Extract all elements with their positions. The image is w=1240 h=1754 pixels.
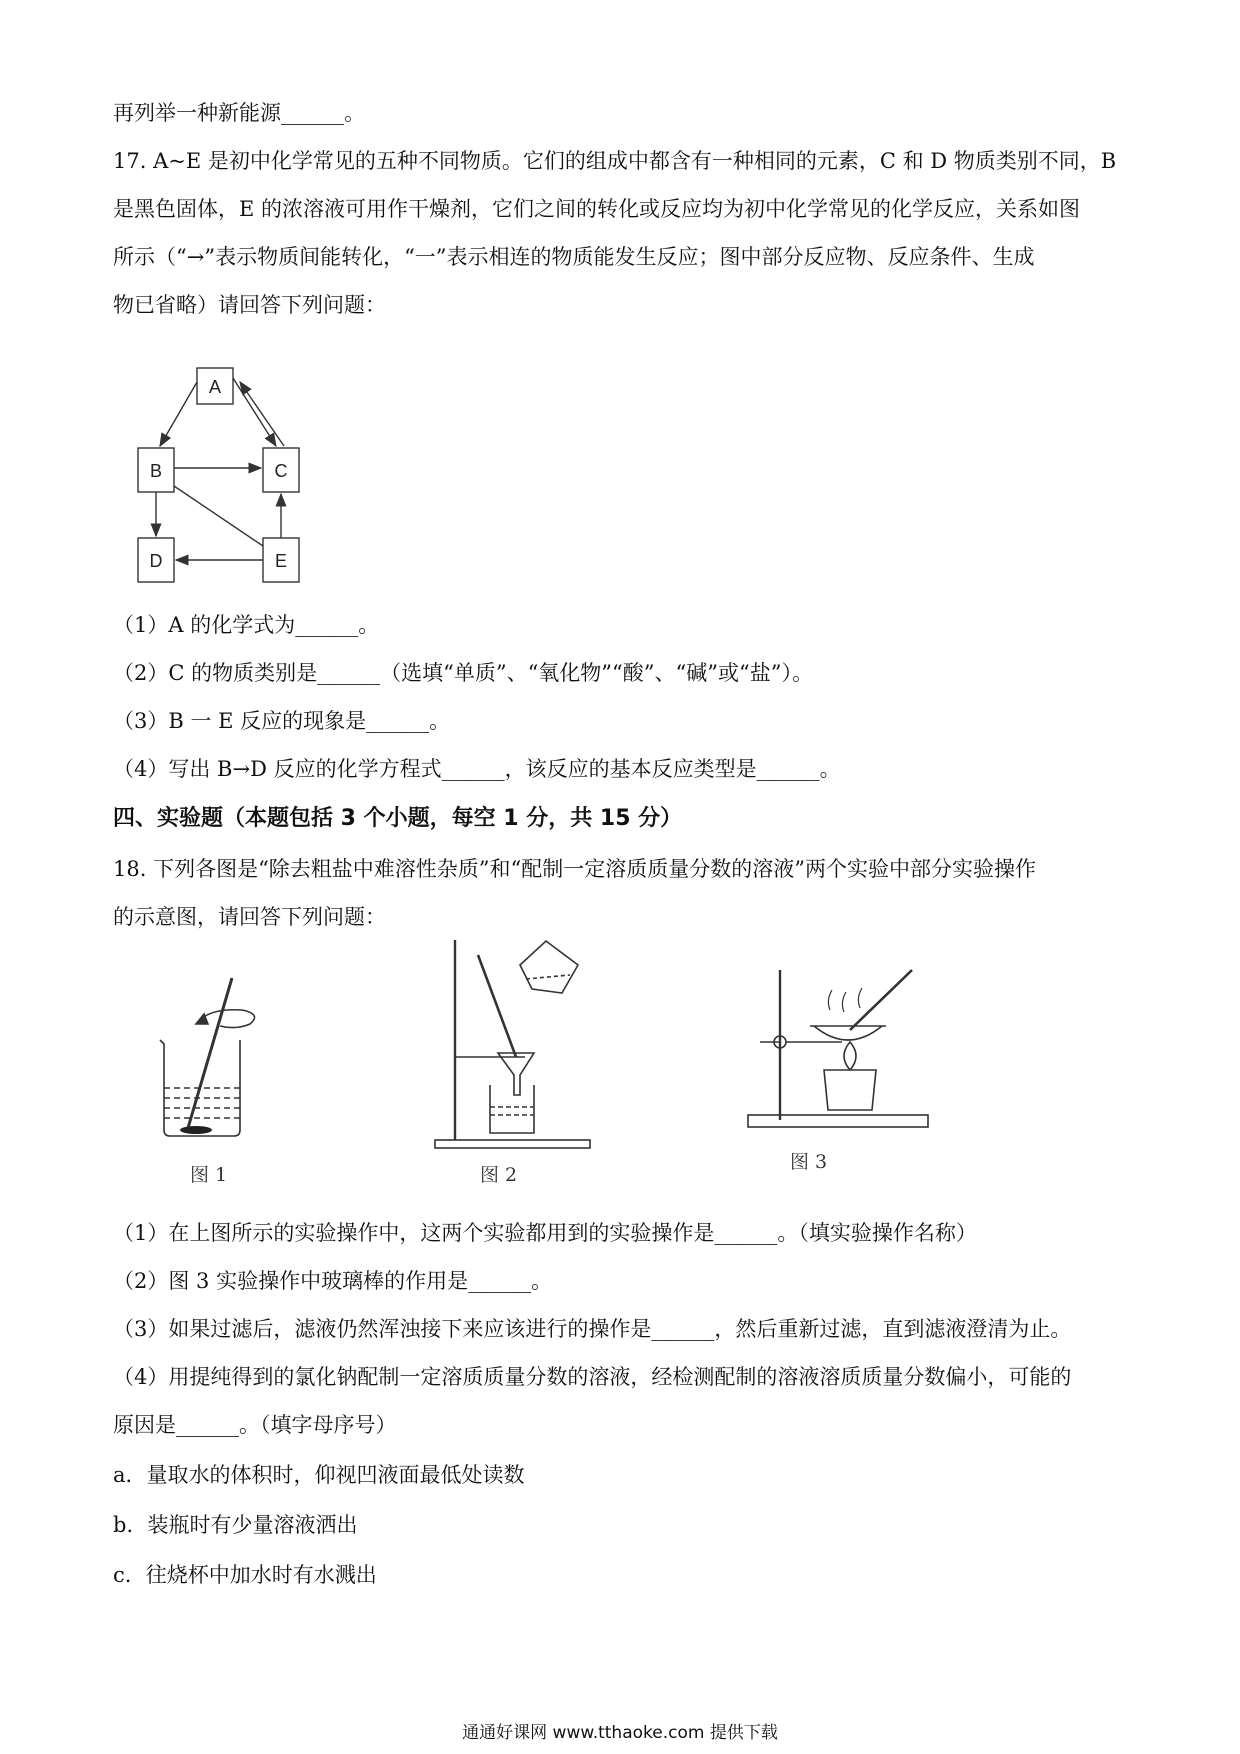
alcohol-lamp — [824, 1070, 876, 1110]
node-b-label: B — [149, 461, 163, 481]
text-line: 原因是______。（填字母序号） — [113, 1413, 397, 1437]
figure-3-caption: 图 3 — [790, 1151, 828, 1173]
option-a: a．量取水的体积时，仰视凹液面最低处读数 — [113, 1463, 525, 1487]
arrow-a-c — [233, 378, 276, 446]
question-17-4: （4）写出 B→D 反应的化学方程式______，该反应的基本反应类型是______。 — [113, 757, 841, 781]
question-17-3: （3）B 一 E 反应的现象是______。 — [113, 709, 451, 733]
relationship-diagram — [130, 360, 310, 590]
question-18-4: （4）用提纯得到的氯化钠配制一定溶质质量分数的溶液，经检测配制的溶液溶质质量分数偏小，可能的 — [113, 1365, 1072, 1389]
text-line: 物已省略）请回答下列问题： — [113, 293, 386, 317]
node-d-label: D — [149, 551, 163, 571]
glass-rod — [478, 955, 516, 1057]
arrow-c-a — [240, 382, 284, 446]
node-e-label: E — [274, 551, 288, 571]
question-17-stem: 17. A~E 是初中化学常见的五种不同物质。它们的组成中都含有一种相同的元素，C 和 D 物质类别不同，B — [113, 149, 1117, 173]
figure-1-caption: 图 1 — [190, 1164, 228, 1186]
figure-2-caption: 图 2 — [480, 1164, 518, 1186]
figure-3-evaporation — [740, 950, 940, 1145]
text-line: 所示（“→”表示物质间能转化，“一”表示相连的物质能发生反应；图中部分反应物、反应条件、生成 — [113, 245, 1035, 269]
funnel — [498, 1053, 534, 1095]
question-18-stem: 18. 下列各图是“除去粗盐中难溶性杂质”和“配制一定溶质质量分数的溶液”两个实验中部分实验操作 — [113, 857, 1037, 881]
option-b: b．装瓶时有少量溶液洒出 — [113, 1513, 358, 1537]
stand-base — [435, 1140, 590, 1148]
evaporating-dish — [814, 1026, 882, 1040]
section-heading-4: 四、实验题（本题包括 3 个小题，每空 1 分，共 15 分） — [113, 806, 683, 831]
figure-2-filtration — [430, 935, 600, 1155]
question-18-1: （1）在上图所示的实验操作中，这两个实验都用到的实验操作是______。（填实验操作名称） — [113, 1221, 977, 1245]
question-18-3: （3）如果过滤后，滤液仍然浑浊接下来应该进行的操作是______，然后重新过滤，直到滤液澄清为止。 — [113, 1317, 1072, 1341]
text-line: 再列举一种新能源______。 — [113, 101, 365, 125]
footer-credit: 通通好课网 www.tthaoke.com 提供下载 — [462, 1723, 778, 1743]
flame — [844, 1042, 856, 1070]
text-line: 的示意图，请回答下列问题： — [113, 905, 386, 929]
arrow-a-b — [160, 382, 197, 446]
question-17-2: （2）C 的物质类别是______（选填“单质”、“氧化物”“酸”、“碱”或“盐”）。 — [113, 661, 813, 685]
glass-rod — [850, 970, 912, 1030]
option-c: c．往烧杯中加水时有水溅出 — [113, 1563, 377, 1587]
figure-1-dissolving — [150, 970, 270, 1150]
pouring-beaker — [520, 941, 578, 993]
link-b-e — [174, 486, 263, 546]
glass-rod — [188, 978, 232, 1128]
text-line: 是黑色固体，E 的浓溶液可用作干燥剂，它们之间的转化或反应均为初中化学常见的化学反应，关系如图 — [113, 197, 1081, 221]
stand-base — [748, 1115, 928, 1127]
node-a-label: A — [208, 377, 222, 397]
question-17-1: （1）A 的化学式为______。 — [113, 613, 380, 637]
beaker — [490, 1085, 534, 1133]
node-c-label: C — [274, 461, 288, 481]
question-18-2: （2）图 3 实验操作中玻璃棒的作用是______。 — [113, 1269, 553, 1293]
